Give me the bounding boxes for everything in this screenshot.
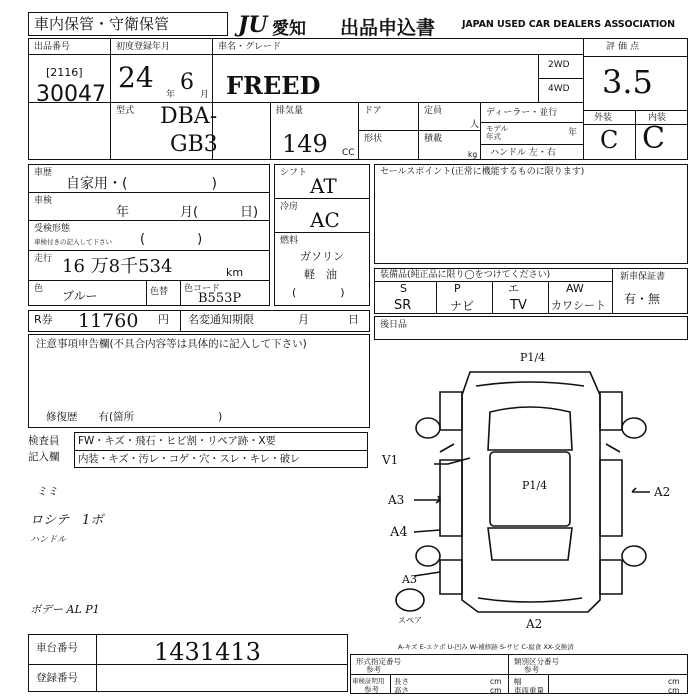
diagram-a3-left: A3 [388, 493, 405, 507]
fuel-paren: ( ) [292, 286, 345, 299]
color-tone-label: 色替 [150, 287, 169, 297]
name-change-label: 名変通知期限 [188, 313, 254, 326]
spec-r1b: 類別区分番号 [514, 657, 559, 666]
handle-label: ハンドル 左・右 [490, 148, 556, 158]
equip-navi: ナビ [450, 299, 475, 313]
acceptance-label: 受検形態 [34, 224, 71, 234]
equip-top-e: エ [508, 282, 519, 295]
reg-no-label: 登録番号 [36, 672, 78, 684]
inspection-month: 月( [180, 205, 199, 220]
inspector-entry: 記入欄 [28, 451, 60, 463]
year-unit-2: 年 [568, 128, 578, 138]
spec-r2b: 参考 [524, 665, 539, 674]
handnote-2: ロシテ 1ボ [30, 513, 104, 528]
load-label: 積載 [424, 134, 443, 144]
grade-ext-value: C [600, 126, 619, 154]
car-name-label: 車名・グレード [218, 42, 282, 52]
equip-top-aw: AW [566, 282, 584, 295]
acceptance-paren: ( ) [140, 232, 203, 247]
grade-int-label: 内装 [648, 113, 667, 123]
acceptance-sub: 車検付きの記入して下さい [34, 238, 112, 246]
entry-label: 出品番号 [34, 42, 71, 52]
grade-int-value: C [642, 121, 665, 156]
rear-seat-label: 後日品 [380, 320, 408, 330]
spec-r4a: 参考 [364, 685, 379, 694]
mileage-label: 走行 [34, 254, 53, 264]
equip-top-p: P [454, 282, 461, 295]
history-value: 自家用・( ) [66, 176, 217, 192]
spec-r3e: cm [668, 677, 680, 686]
storage-label: 車内保管・守衛保管 [34, 15, 170, 33]
chassis-value: 1431413 [154, 638, 261, 666]
inspection-day: 日) [240, 205, 259, 220]
spec-r4c: cm [490, 686, 502, 695]
spec-r3a: 車検証明用 [352, 677, 385, 685]
equip-leather: カワシート [551, 299, 606, 312]
model-line1: DBA- [160, 104, 218, 129]
ju-logo: JU [238, 12, 268, 38]
grade-label: 評価点 [606, 42, 643, 52]
org-name: 愛知 [272, 19, 306, 39]
defects-row2: 内装・キズ・汚レ・コゲ・穴・スレ・キレ・破レ [78, 453, 300, 465]
diagram-v1: V1 [382, 453, 399, 467]
drive-4wd: 4WD [548, 84, 570, 94]
spare-label: スペア [398, 616, 422, 625]
aircon-value: AC [310, 208, 340, 232]
capacity-unit: 人 [470, 120, 480, 130]
displacement-unit: CC [342, 148, 355, 158]
association-name: JAPAN USED CAR DEALERS ASSOCIATION [462, 19, 675, 30]
history-label: 車歴 [34, 168, 53, 178]
diagram-center-label: P1/4 [522, 479, 548, 492]
equip-tv: TV [510, 298, 527, 313]
year-label: 年式 [486, 132, 501, 141]
equipment-label: 装備品(純正品に限り◯をつけてください) [380, 270, 551, 280]
shift-label: シフト [280, 168, 308, 178]
sales-point-label: セールスポイント(正常に機能するものに限ります) [380, 167, 585, 177]
inspection-year: 年 [116, 205, 130, 220]
warranty-label: 新車保証書 [620, 272, 666, 282]
color-value: ブルー [62, 289, 98, 303]
fuel-label: 燃料 [280, 236, 299, 246]
spec-r3d: 幅 [514, 677, 522, 686]
mileage-unit: km [226, 266, 244, 279]
fuel-diesel: 軽 油 [304, 268, 337, 281]
spec-r1a: 形式指定番号 [356, 657, 401, 666]
grade-value: 3.5 [602, 63, 653, 101]
equip-top-s: S [400, 282, 407, 295]
car-name-value: FREED [226, 71, 321, 100]
chassis-label: 車台番号 [36, 642, 78, 654]
diagram-legend: A-キズ E-エクボ U-凹み W-補修跡 S-サビ C-腐食 XX-交換済 [398, 643, 574, 651]
diagram-a4: A4 [390, 525, 408, 540]
repair-label: 修復歴 有(箇所 ) [46, 411, 223, 423]
form-title: 出品申込書 [340, 17, 436, 39]
spec-r2a: 参考 [366, 665, 381, 674]
equip-sr: SR [394, 298, 412, 313]
recycle-unit: 円 [158, 313, 169, 326]
displacement-value: 149 [282, 130, 328, 158]
door-label: ドア [364, 106, 382, 116]
spec-r4b: 高さ [394, 686, 409, 695]
spec-r3b: 長さ [394, 677, 409, 686]
diagram-a2-right: A2 [654, 485, 671, 499]
color-code-label: 色コード [184, 284, 221, 294]
model-label: 型式 [116, 106, 135, 116]
spec-r4e: cm [668, 686, 680, 695]
color-code-value: B553P [198, 291, 242, 306]
defects-row1: FW・キズ・飛石・ヒビ割・リペア跡・X要 [78, 435, 276, 447]
registration-month: 6 [180, 70, 194, 95]
entry-sub: [2116] [46, 66, 83, 79]
model-line2: GB3 [170, 132, 218, 157]
diagram-a2-bottom: A2 [526, 617, 543, 631]
shape-label: 形状 [364, 134, 383, 144]
warranty-value: 有・無 [624, 292, 661, 306]
handnote-4: ボデー AL P1 [30, 603, 100, 616]
capacity-label: 定員 [424, 106, 443, 116]
recycle-label: R券 [34, 313, 53, 326]
name-change-day: 日 [348, 313, 359, 326]
shift-value: AT [310, 174, 337, 198]
diagram-a3-low: A3 [402, 573, 417, 586]
fuel-gas: ガソリン [300, 250, 344, 263]
spec-r4d: 車両重量 [514, 686, 544, 695]
registration-year: 24 [118, 61, 154, 94]
name-change-month: 月 [298, 313, 309, 326]
diagram-top-label: P1/4 [520, 351, 546, 364]
mileage-value: 16 万8千534 [62, 256, 173, 277]
drive-2wd: 2WD [548, 60, 570, 70]
spec-r3c: cm [490, 677, 502, 686]
year-unit: 年 [166, 90, 176, 100]
registration-label: 初度登録年月 [116, 42, 171, 52]
displacement-label: 排気量 [276, 106, 304, 116]
inspection-label: 車検 [34, 196, 53, 206]
load-unit: kg [468, 150, 478, 159]
grade-ext-label: 外装 [594, 113, 613, 123]
month-unit: 月 [200, 90, 210, 100]
entry-number: 30047 [36, 82, 106, 107]
model-year-label: モデル [486, 124, 509, 133]
handnote-3: ハンドル [30, 535, 67, 545]
aircon-label: 冷房 [280, 202, 299, 212]
dealer-label: ディーラー・並行 [486, 108, 558, 118]
recycle-value: 11760 [78, 310, 139, 332]
inspector-label: 検査員 [28, 435, 60, 447]
color-label: 色 [34, 284, 44, 294]
notes-label: 注意事項申告欄(不具合内容等は具体的に記入して下さい) [36, 338, 307, 350]
handnote-1: ミミ [36, 485, 58, 498]
